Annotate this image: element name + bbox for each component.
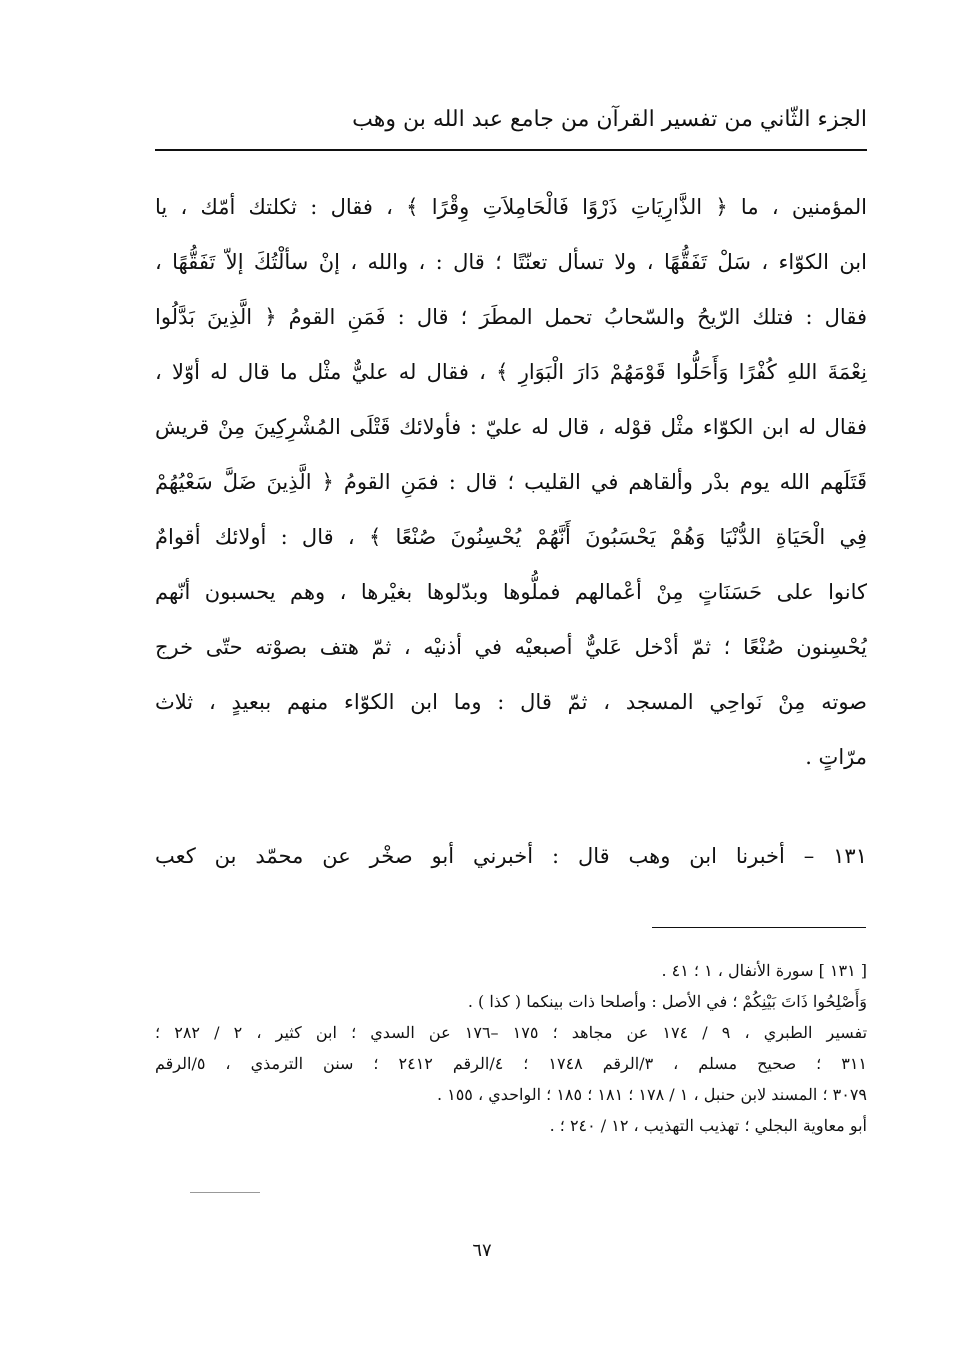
text-line: فقال له ابن الكوّاء مثْل قوْله ، قال له عليّ : فأولائك قَتْلَى المُشْرِكِينَ مِنْ قريش xyxy=(155,415,867,439)
text-line: نِعْمَةَ اللهِ كُفْرًا وَأَحَلُّوا قَوْمَهُمْ دَارَ الْبَوَارِ ﴾ ، فقال له عليٌّ مثْل ما قال له أوّلا ، xyxy=(155,360,867,384)
page-number: ٦٧ xyxy=(472,1240,492,1261)
text-line: ابن الكوّاء ، سَلْ تَفَقُّهًا ، ولا تسأل تعنّتًا ؛ قال : ، والله ، إنْ سألْتُكَ إلاّ تَفَقُّهًا ، xyxy=(155,250,867,274)
footnote-line: ٣١١ ؛ صحيح مسلم ، ٣/الرقم ١٧٤٨ ؛ ٤/الرقم ٢٤١٢ ؛ سنن الترمذي ، ٥/الرقم xyxy=(155,1054,867,1073)
footnote-line: ٣٠٧٩ ؛ المسند لابن حنبل ، ١ / ١٧٨ ؛ ١٨١ ؛ ١٨٥ ؛ الواحدي ، ١٥٥ . xyxy=(436,1085,867,1104)
text-line: كانوا على حَسَنَاتٍ مِنْ أعْمالهم فملُّوها وبدّلوها بغيْرها ، وهم يحسبون أنّهم xyxy=(155,580,867,604)
text-line: قَتَلَهم الله يوم بدْر وألقاهم في القليب ؛ قال : فمَنِ القومُ ﴿ الَّذِينَ ضَلَّ سَعْيُهُمْ xyxy=(155,470,867,494)
footnote-line: وَأَصْلِحُوا ذَاتَ بَيْنِكُمْ ؛ في الأصل : وأصلحا ذات بينكما ( كذا ) . xyxy=(467,992,867,1011)
main-text xyxy=(155,180,867,785)
text-line: يُحْسِنون صُنْعًا ؛ ثمّ أدْخل عَليٌّ أصبعيْه في أذنيْه ، ثمّ هتف بصوْته حتّى خرج xyxy=(155,635,867,659)
footnote-line: تفسير الطبري ، ٩ / ١٧٤ عن مجاهد ؛ ١٧٥ –١٧٦ عن السدي ؛ ابن كثير ، ٢ / ٢٨٢ ؛ xyxy=(155,1023,867,1042)
footnote-line: أبو معاوية البجلي ؛ تهذيب التهذيب ، ١٢ / ٢٤٠ ؛ . xyxy=(549,1116,867,1135)
text-line: فقال : فتلك الرّيحُ والسّحابُ تحمل المطَرَ ؛ قال : فَمَنِ القومُ ﴿ الَّذِينَ بَدَّلُوا xyxy=(155,305,867,329)
hadith-131-opening: ١٣١ – أخبرنا ابن وهب قال : أخبرني أبو صخْر عن محمّد بن كعب xyxy=(155,844,867,868)
text-line: مرّاتٍ . xyxy=(805,745,867,769)
header-rule xyxy=(155,149,867,151)
running-header: الجزء الثّاني من تفسير القرآن من جامع عبد الله بن وهب xyxy=(352,107,867,132)
scan-mark xyxy=(190,1192,260,1193)
text-line: صوته مِنْ نَواحِي المسجد ، ثمّ قال : وما ابن الكوّاء منهم ببعيدٍ ، ثلاث xyxy=(155,690,867,714)
footnotes xyxy=(155,955,867,1141)
text-line: فِي الْحَيَاةِ الدُّنْيَا وَهُمْ يَحْسَبُونَ أَنَّهُمْ يُحْسِنُونَ صُنْعًا ﴾ ، قال : أولائك أقوامٌ xyxy=(155,525,867,549)
footnote-separator xyxy=(652,927,866,928)
text-line: المؤمنين ، ما ﴿ الذَّارِيَاتِ ذَرْوًا فَالْحَامِلاَتِ وِقْرًا ﴾ ، فقال : ثكلتك أمّك ، يا xyxy=(155,195,867,219)
footnote-line: [ ١٣١ ] سورة الأنفال ، ١ ؛ ٤١ . xyxy=(661,961,867,980)
